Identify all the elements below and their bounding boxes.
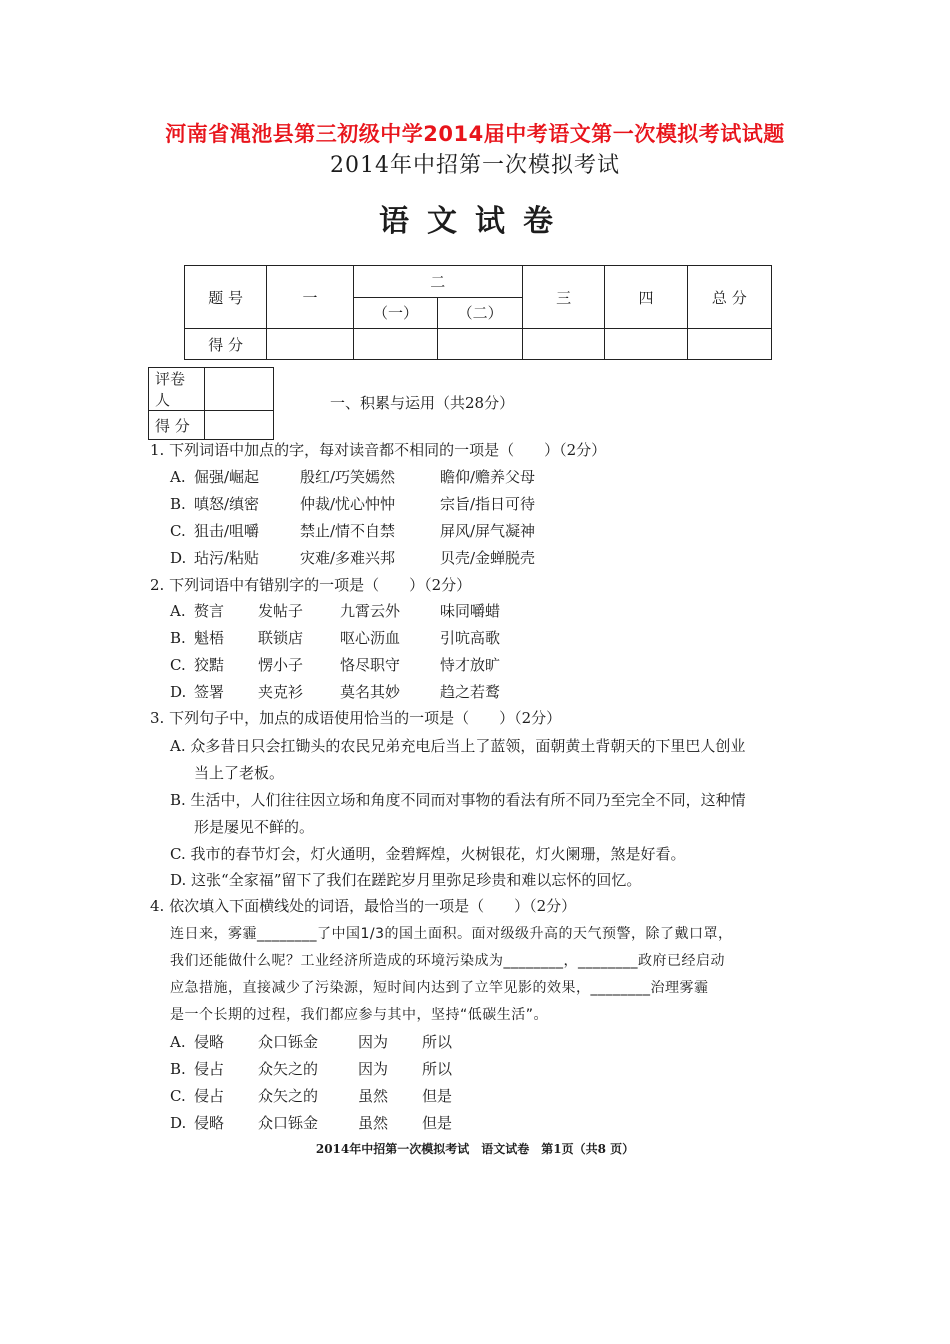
- option-text: 夹克衫: [258, 683, 304, 701]
- score-col-4: 四: [605, 266, 687, 329]
- option-text: 倔强/崛起: [194, 468, 260, 486]
- score-cell[interactable]: [267, 329, 353, 360]
- option-text: C. 我市的春节灯会，灯火通明，金碧辉煌，火树银花，灯火阑珊，煞是好看。: [170, 845, 686, 863]
- option-key: D.: [170, 1114, 187, 1132]
- option-text: 魁梧: [194, 629, 225, 647]
- score-cell[interactable]: [687, 329, 771, 360]
- option-text: 殷红/巧笑嫣然: [300, 468, 396, 486]
- score-label-number: 题 号: [185, 266, 267, 329]
- option-key: C.: [170, 1087, 186, 1105]
- score-cell[interactable]: [353, 329, 438, 360]
- score-col-3: 三: [522, 266, 604, 329]
- option-key: D.: [170, 683, 187, 701]
- option-text: 贝壳/金蝉脱壳: [440, 549, 536, 567]
- option-text: 味同嚼蜡: [440, 602, 501, 620]
- option-text: 莫名其妙: [340, 683, 401, 701]
- option-text: 发帖子: [258, 602, 304, 620]
- option-key: C.: [170, 522, 186, 540]
- grader-score-label: 得 分: [149, 411, 205, 440]
- score-col-2a: （一）: [353, 297, 438, 329]
- option-key: D.: [170, 549, 187, 567]
- option-text: 宗旨/指日可待: [440, 495, 536, 513]
- passage-line: 应急措施，直接减少了污染源，短时间内达到了立竿见影的效果，________治理雾霾: [170, 980, 709, 996]
- option-text: 所以: [422, 1033, 453, 1051]
- option-text: 联锁店: [258, 629, 304, 647]
- page-footer: 2014年中招第一次模拟考试 语文试卷 第1页（共8 页）: [315, 1142, 635, 1156]
- option-text: 但是: [422, 1087, 453, 1105]
- option-text: 侵占: [194, 1060, 225, 1078]
- passage-line: 我们还能做什么呢？工业经济所造成的环境污染成为________，________政府已经启动: [170, 953, 725, 969]
- option-text: 禁止/情不自禁: [300, 522, 396, 540]
- document-red-title: 河南省渑池县第三初级中学2014届中考语文第一次模拟考试试题: [165, 122, 785, 146]
- option-text: 玷污/粘贴: [194, 549, 260, 567]
- passage-line: 连日来，雾霾________了中国1/3的国土面积。面对级级升高的天气预警，除了戴口罩，: [170, 926, 733, 942]
- option-text: 因为: [358, 1033, 389, 1051]
- option-text: 因为: [358, 1060, 389, 1078]
- option-text: 瞻仰/赡养父母: [440, 468, 536, 486]
- score-col-1: 一: [267, 266, 353, 329]
- grader-label: 评卷人: [149, 368, 205, 411]
- score-col-2b: （二）: [438, 297, 523, 329]
- option-text: B. 生活中，人们往往因立场和角度不同而对事物的看法有所不同乃至完全不同，这种情: [170, 791, 746, 809]
- exam-subtitle: 2014年中招第一次模拟考试: [330, 153, 620, 178]
- option-text: A. 众多昔日只会扛锄头的农民兄弟充电后当上了蓝领，面朝黄土背朝天的下里巴人创业: [170, 737, 746, 755]
- question-4-stem: 4. 依次填入下面横线处的词语，最恰当的一项是（ ）（2分）: [150, 897, 577, 915]
- score-col-2: 二: [353, 266, 522, 298]
- option-text: 狡黠: [194, 656, 225, 674]
- option-text: 引吭高歌: [440, 629, 501, 647]
- option-text: D. 这张“全家福”留下了我们在蹉跎岁月里弥足珍贵和难以忘怀的回忆。: [170, 871, 642, 889]
- option-text: 灾难/多难兴邦: [300, 549, 396, 567]
- option-text: 签署: [194, 683, 225, 701]
- question-1-stem: 1. 下列词语中加点的字，每对读音都不相同的一项是（ ）（2分）: [150, 441, 607, 459]
- option-key: B.: [170, 1060, 186, 1078]
- option-text: 虽然: [358, 1087, 389, 1105]
- option-text: 呕心沥血: [340, 629, 401, 647]
- option-text: 众矢之的: [258, 1060, 319, 1078]
- option-text: 愣小子: [258, 656, 304, 674]
- option-key: C.: [170, 656, 186, 674]
- question-3-stem: 3. 下列句子中，加点的成语使用恰当的一项是（ ）（2分）: [150, 709, 562, 727]
- option-text: 侵略: [194, 1033, 225, 1051]
- option-text: 嗔怒/缜密: [194, 495, 260, 513]
- option-key: A.: [170, 1033, 186, 1051]
- option-key: B.: [170, 629, 186, 647]
- option-key: A.: [170, 602, 186, 620]
- grader-score-cell[interactable]: [205, 411, 274, 440]
- grader-cell[interactable]: [205, 368, 274, 411]
- option-text: 九霄云外: [340, 602, 401, 620]
- score-col-total: 总 分: [687, 266, 771, 329]
- option-text: 狙击/咀嚼: [194, 522, 260, 540]
- section-heading: 一、积累与运用（共28分）: [330, 394, 515, 412]
- option-text: 虽然: [358, 1114, 389, 1132]
- option-text: 恪尽职守: [340, 656, 401, 674]
- score-cell[interactable]: [605, 329, 687, 360]
- question-2-stem: 2. 下列词语中有错别字的一项是（ ）（2分）: [150, 576, 472, 594]
- option-text: 当上了老板。: [194, 764, 285, 782]
- option-text: 但是: [422, 1114, 453, 1132]
- grader-box: [148, 367, 274, 440]
- passage-line: 是一个长期的过程，我们都应参与其中，坚持“低碳生活”。: [170, 1007, 549, 1023]
- option-text: 众口铄金: [258, 1114, 319, 1132]
- option-text: 屏风/屏气凝神: [440, 522, 536, 540]
- score-cell[interactable]: [438, 329, 523, 360]
- score-label-score: 得 分: [185, 329, 267, 360]
- score-cell[interactable]: [522, 329, 604, 360]
- option-text: 趋之若鹜: [440, 683, 501, 701]
- option-text: 侵略: [194, 1114, 225, 1132]
- option-text: 众口铄金: [258, 1033, 319, 1051]
- score-table: [184, 265, 772, 360]
- option-text: 侵占: [194, 1087, 225, 1105]
- exam-main-title: 语文试卷: [379, 204, 571, 239]
- option-text: 所以: [422, 1060, 453, 1078]
- option-text: 仲裁/忧心忡忡: [300, 495, 396, 513]
- option-text: 众矢之的: [258, 1087, 319, 1105]
- option-text: 赘言: [194, 602, 225, 620]
- option-text: 恃才放旷: [440, 656, 501, 674]
- option-key: A.: [170, 468, 186, 486]
- option-text: 形是屡见不鲜的。: [194, 818, 315, 836]
- option-key: B.: [170, 495, 186, 513]
